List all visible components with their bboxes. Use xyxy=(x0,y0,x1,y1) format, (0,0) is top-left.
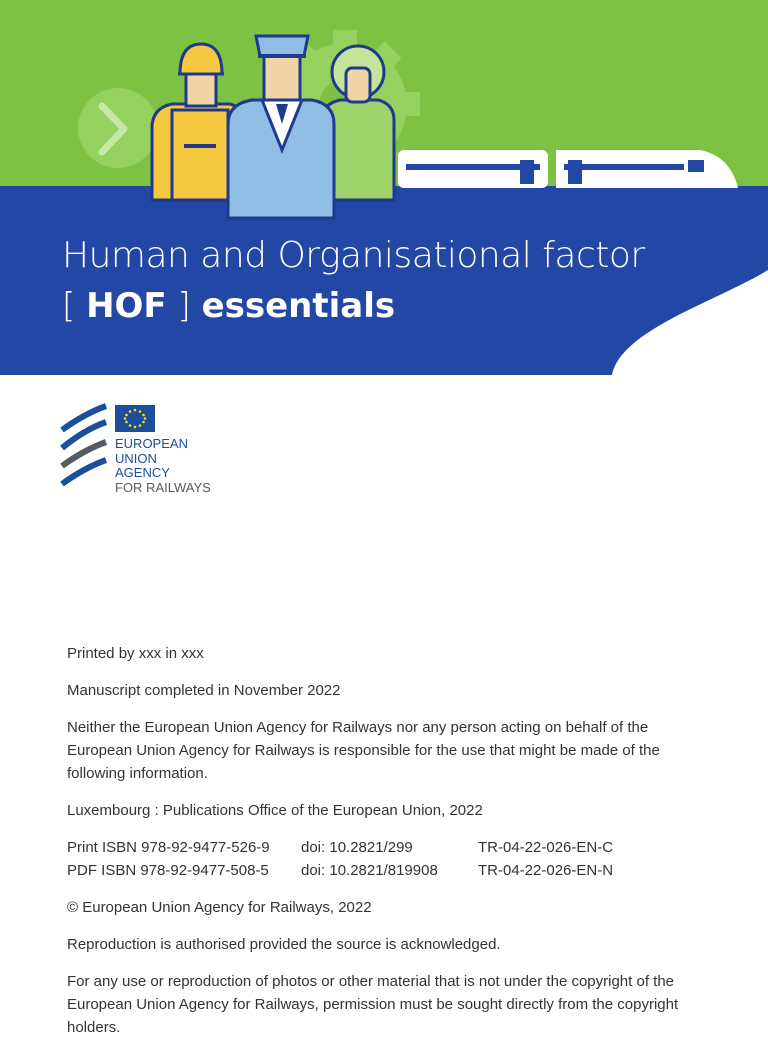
publisher: Luxembourg : Publications Office of the European Union, 2022 xyxy=(67,802,483,819)
logo-text xyxy=(115,437,211,495)
title-line-1: Human and Organisational factor xyxy=(62,235,645,276)
logo-line: FOR RAILWAYS xyxy=(115,479,211,495)
isbn: Print ISBN 978-92-9477-526-9 xyxy=(67,839,270,856)
title-bracket-close: ] xyxy=(177,286,191,326)
isbn-table xyxy=(67,836,707,882)
title-bracket-open: [ xyxy=(62,286,76,326)
title-acronym: HOF xyxy=(86,286,167,326)
isbn-row xyxy=(67,836,707,859)
imprint-section xyxy=(67,642,707,1053)
disclaimer: Neither the European Union Agency for Railways nor any person acting on behalf of the European Union Agency for Railways is responsible for the use that might be made of the following information. xyxy=(67,719,660,782)
agency-logo xyxy=(60,402,260,498)
reproduction-notice: Reproduction is authorised provided the source is acknowledged. xyxy=(67,936,501,953)
cover-title xyxy=(62,232,645,330)
train-icon xyxy=(398,150,738,188)
logo-line: UNION xyxy=(115,450,157,466)
logo-line: EUROPEAN xyxy=(115,436,188,451)
copyright: © European Union Agency for Railways, 2022 xyxy=(67,899,372,916)
title-word: essentials xyxy=(201,286,396,326)
arrow-circle-icon xyxy=(78,88,158,168)
isbn-row xyxy=(67,859,707,882)
catalogue-code: TR-04-22-026-EN-C xyxy=(478,839,614,856)
catalogue-code: TR-04-22-026-EN-N xyxy=(478,862,614,879)
printed-by: Printed by xxx in xxx xyxy=(67,645,204,662)
doi: doi: 10.2821/819908 xyxy=(301,862,438,879)
doi: doi: 10.2821/299 xyxy=(301,839,413,856)
manuscript-note: Manuscript completed in November 2022 xyxy=(67,682,341,699)
title-line-2 xyxy=(62,282,645,330)
logo-line: AGENCY xyxy=(115,465,170,480)
isbn: PDF ISBN 978-92-9477-508-5 xyxy=(67,862,269,879)
third-party-notice: For any use or reproduction of photos or other material that is not under the copyright of the European Union Agency for Railways, permission must be sought directly from the copyright holders. xyxy=(67,973,679,1036)
